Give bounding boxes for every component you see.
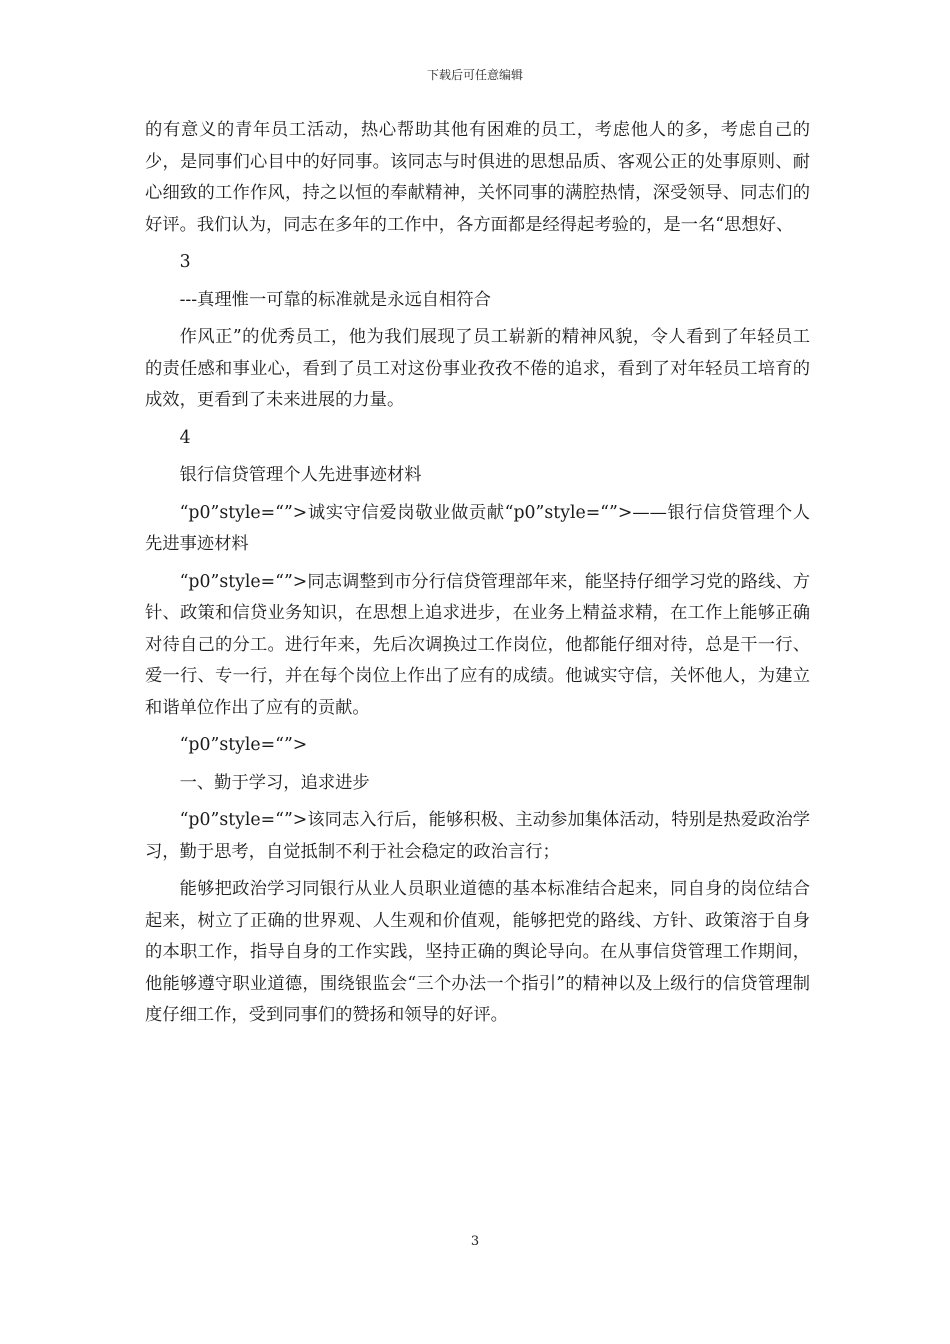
paragraph: 能够把政治学习同银行从业人员职业道德的基本标准结合起来，同自身的岗位结合起来，树立了正确的世界观、人生观和价值观，能够把党的路线、方针、政策溶于自身的本职工作，指导自身的工作实践，坚持正确的舆论导向。在从事信贷管理工作期间，他能够遵守职业道德，围绕银监会“三个办法一个指引”的精神以及上级行的信贷管理制度仔细工作，受到同事们的赞扬和领导的好评。 <box>145 879 810 1025</box>
document-body <box>145 115 810 1032</box>
page-number: 3 <box>470 1234 480 1249</box>
paragraph-page-marker: 4 <box>179 427 191 448</box>
section-title: 银行信贷管理个人先进事迹材料 <box>179 465 422 485</box>
paragraph-quote: ---真理惟一可靠的标准就是永远自相符合 <box>179 289 491 310</box>
section-heading: 一、勤于学习，追求进步 <box>179 772 370 793</box>
paragraph-continued: 的有意义的青年员工活动，热心帮助其他有困难的员工，考虑他人的多，考虑自己的少，是同事们心目中的好同事。该同志与时俱进的思想品质、客观公正的处事原则、耐心细致的工作作风，持之以恒的奉献精神，关怀同事的满腔热情，深受领导、同志们的好评。我们认为，同志在多年的工作中，各方面都是经得起考验的，是一名“思想好、 <box>145 120 810 235</box>
paragraph: “p0”style=“”>同志调整到市分行信贷管理部年来，能坚持仔细学习党的路线、方针、政策和信贷业务知识，在思想上追求进步，在业务上精益求精，在工作上能够正确对待自己的分工。进行年来，先后次调换过工作岗位，他都能仔细对待，总是干一行、爱一行、专一行，并在每个岗位上作出了应有的成绩。他诚实守信，关怀他人，为建立和谐单位作出了应有的贡献。 <box>145 571 810 718</box>
paragraph: “p0”style=“”>诚实守信爱岗敬业做贡献“p0”style=“”>——银行信贷管理个人先进事迹材料 <box>145 502 810 554</box>
paragraph-page-marker: 3 <box>179 252 191 272</box>
paragraph: 作风正”的优秀员工，他为我们展现了员工崭新的精神风貌，令人看到了年轻员工的责任感和事业心，看到了员工对这份事业孜孜不倦的追求，看到了对年轻员工培育的成效，更看到了未来进展的力量。 <box>145 327 810 410</box>
paragraph: “p0”style=“”>该同志入行后，能够积极、主动参加集体活动，特别是热爱政治学习，勤于思考，自觉抵制不利于社会稳定的政治言行； <box>145 810 810 862</box>
paragraph: “p0”style=“”> <box>179 735 308 755</box>
page-header: 下载后可任意编辑 <box>426 68 523 82</box>
